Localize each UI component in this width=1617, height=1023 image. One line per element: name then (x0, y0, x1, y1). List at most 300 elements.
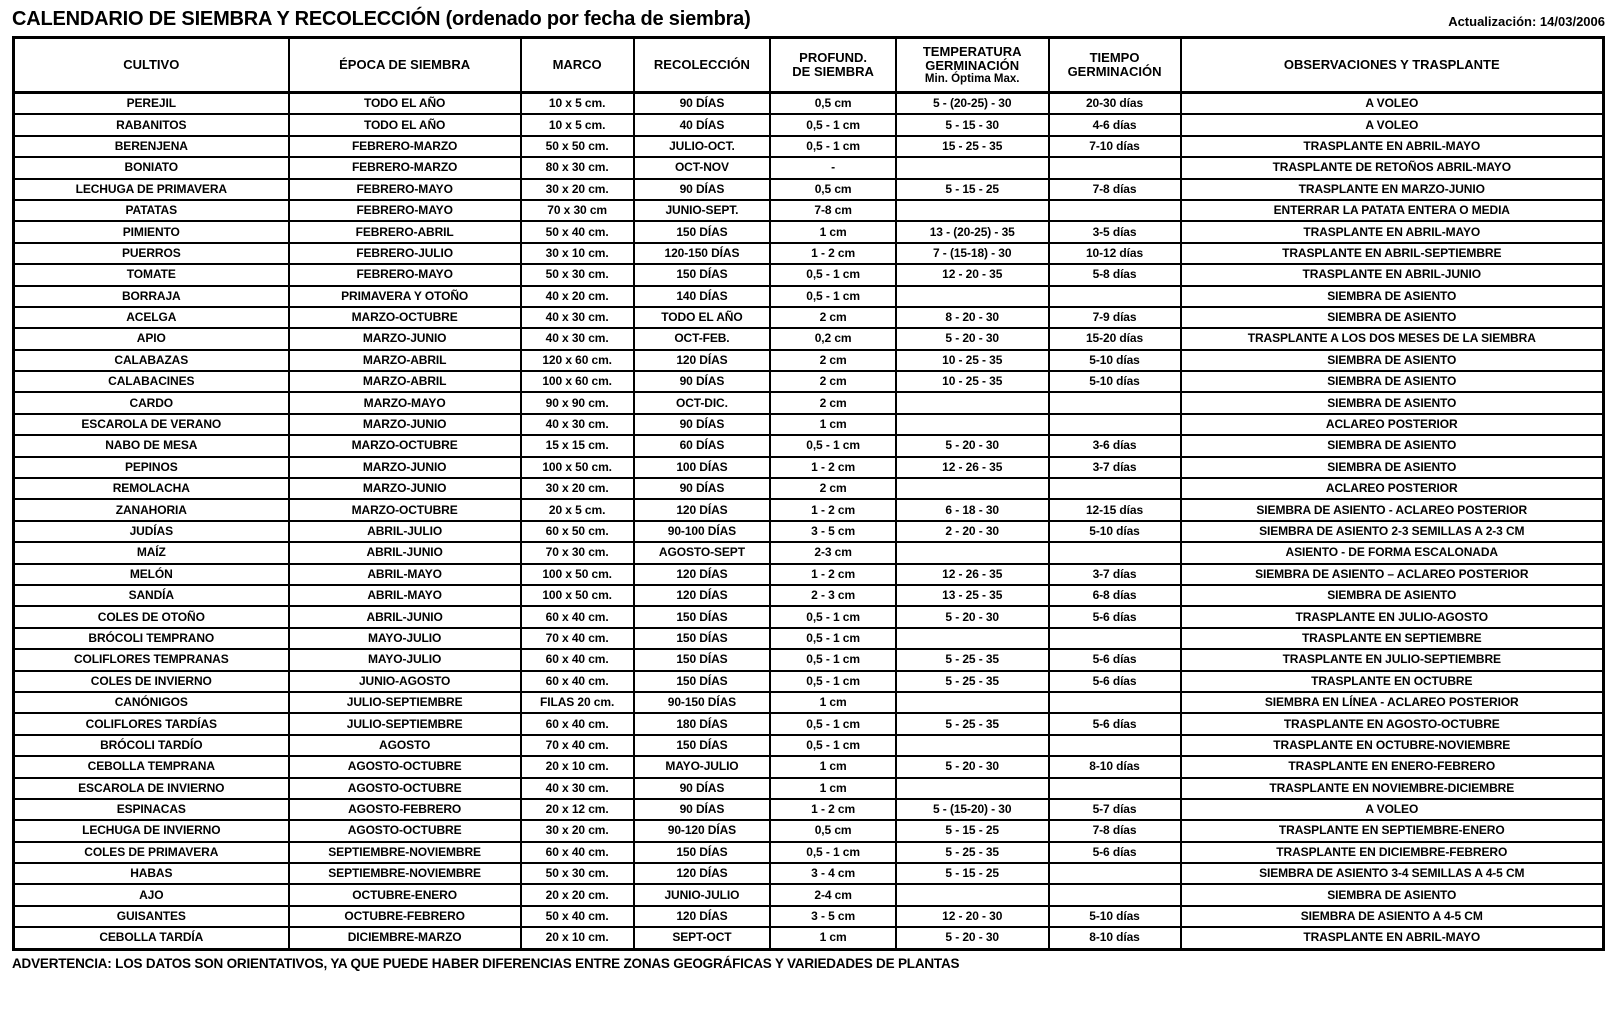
cell-observaciones: TRASPLANTE EN MARZO-JUNIO (1181, 179, 1604, 200)
cell-observaciones: SIEMBRA DE ASIENTO (1181, 392, 1604, 413)
table-row (14, 649, 1604, 670)
cell-recoleccion: 90 DÍAS (634, 799, 771, 820)
cell-observaciones: TRASPLANTE EN OCTUBRE-NOVIEMBRE (1181, 735, 1604, 756)
cell-profund: 0,5 - 1 cm (770, 435, 896, 456)
table-row (14, 371, 1604, 392)
cell-observaciones: ASIENTO - DE FORMA ESCALONADA (1181, 542, 1604, 563)
cell-marco: 50 x 50 cm. (521, 136, 634, 157)
table-row (14, 286, 1604, 307)
cell-temperatura: 12 - 20 - 35 (896, 264, 1049, 285)
table-row (14, 906, 1604, 927)
cell-epoca: ABRIL-JUNIO (289, 606, 521, 627)
cell-cultivo: COLES DE PRIMAVERA (14, 842, 289, 863)
cell-epoca: MARZO-MAYO (289, 392, 521, 413)
cell-recoleccion: JUNIO-JULIO (634, 884, 771, 905)
cell-temperatura: 5 - 20 - 30 (896, 927, 1049, 949)
cell-marco: 30 x 20 cm. (521, 820, 634, 841)
cell-epoca: AGOSTO-OCTUBRE (289, 756, 521, 777)
cell-recoleccion: 90-150 DÍAS (634, 692, 771, 713)
cell-tiempo: 6-8 días (1049, 585, 1181, 606)
table-row (14, 692, 1604, 713)
cell-tiempo (1049, 200, 1181, 221)
table-row (14, 606, 1604, 627)
column-header-profund: PROFUND. DE SIEMBRA (770, 38, 896, 93)
cell-temperatura (896, 414, 1049, 435)
cell-tiempo: 5-10 días (1049, 371, 1181, 392)
cell-temperatura (896, 478, 1049, 499)
cell-cultivo: MELÓN (14, 564, 289, 585)
table-row (14, 713, 1604, 734)
cell-cultivo: ESCAROLA DE VERANO (14, 414, 289, 435)
cell-cultivo: PUERROS (14, 243, 289, 264)
cell-cultivo: BONIATO (14, 157, 289, 178)
cell-recoleccion: 90 DÍAS (634, 414, 771, 435)
cell-observaciones: SIEMBRA DE ASIENTO (1181, 884, 1604, 905)
cell-temperatura: 5 - (15-20) - 30 (896, 799, 1049, 820)
cell-tiempo: 20-30 días (1049, 93, 1181, 115)
cell-epoca: AGOSTO-OCTUBRE (289, 820, 521, 841)
cell-recoleccion: 90 DÍAS (634, 478, 771, 499)
table-row (14, 756, 1604, 777)
cell-marco: 20 x 10 cm. (521, 756, 634, 777)
cell-recoleccion: 150 DÍAS (634, 221, 771, 242)
cell-tiempo (1049, 542, 1181, 563)
cell-temperatura: 5 - 15 - 30 (896, 114, 1049, 135)
cell-marco: 40 x 30 cm. (521, 414, 634, 435)
table-row (14, 350, 1604, 371)
cell-temperatura: 5 - 25 - 35 (896, 649, 1049, 670)
cell-marco: 20 x 20 cm. (521, 884, 634, 905)
cell-recoleccion: JULIO-OCT. (634, 136, 771, 157)
table-row (14, 392, 1604, 413)
cell-marco: 40 x 30 cm. (521, 328, 634, 349)
cell-tiempo: 5-8 días (1049, 264, 1181, 285)
cell-tiempo: 7-8 días (1049, 179, 1181, 200)
cell-observaciones: TRASPLANTE EN ABRIL-MAYO (1181, 136, 1604, 157)
cell-profund: 0,5 - 1 cm (770, 136, 896, 157)
cell-marco: 100 x 60 cm. (521, 371, 634, 392)
cell-profund: 0,5 - 1 cm (770, 713, 896, 734)
table-row (14, 628, 1604, 649)
cell-profund: - (770, 157, 896, 178)
cell-tiempo (1049, 286, 1181, 307)
cell-epoca: AGOSTO (289, 735, 521, 756)
cell-observaciones: SIEMBRA DE ASIENTO (1181, 286, 1604, 307)
table-row (14, 521, 1604, 542)
cell-recoleccion: OCT-FEB. (634, 328, 771, 349)
cell-tiempo: 5-6 días (1049, 713, 1181, 734)
cell-cultivo: LECHUGA DE INVIERNO (14, 820, 289, 841)
cell-cultivo: REMOLACHA (14, 478, 289, 499)
cell-temperatura: 6 - 18 - 30 (896, 499, 1049, 520)
table-row (14, 136, 1604, 157)
cell-observaciones: A VOLEO (1181, 93, 1604, 115)
title-row (12, 8, 1605, 31)
cell-observaciones: TRASPLANTE EN DICIEMBRE-FEBRERO (1181, 842, 1604, 863)
cell-epoca: TODO EL AÑO (289, 93, 521, 115)
table-row (14, 264, 1604, 285)
cell-tiempo (1049, 392, 1181, 413)
cell-tiempo: 3-6 días (1049, 435, 1181, 456)
table-row (14, 499, 1604, 520)
table-row (14, 842, 1604, 863)
cell-profund: 1 cm (770, 778, 896, 799)
cell-profund: 0,5 - 1 cm (770, 286, 896, 307)
cell-observaciones: SIEMBRA DE ASIENTO – ACLAREO POSTERIOR (1181, 564, 1604, 585)
cell-cultivo: CEBOLLA TEMPRANA (14, 756, 289, 777)
cell-tiempo (1049, 478, 1181, 499)
cell-marco: 60 x 40 cm. (521, 606, 634, 627)
cell-observaciones: TRASPLANTE EN JULIO-SEPTIEMBRE (1181, 649, 1604, 670)
cell-temperatura: 5 - (20-25) - 30 (896, 93, 1049, 115)
cell-observaciones: TRASPLANTE EN NOVIEMBRE-DICIEMBRE (1181, 778, 1604, 799)
table-row (14, 157, 1604, 178)
cell-marco: 20 x 12 cm. (521, 799, 634, 820)
cell-temperatura (896, 628, 1049, 649)
cell-recoleccion: 120 DÍAS (634, 499, 771, 520)
cell-observaciones: SIEMBRA DE ASIENTO (1181, 307, 1604, 328)
cell-profund: 1 cm (770, 756, 896, 777)
cell-epoca: AGOSTO-FEBRERO (289, 799, 521, 820)
cell-cultivo: AJO (14, 884, 289, 905)
cell-recoleccion: 90 DÍAS (634, 93, 771, 115)
cell-epoca: MARZO-JUNIO (289, 414, 521, 435)
cell-temperatura (896, 392, 1049, 413)
cell-observaciones: ACLAREO POSTERIOR (1181, 478, 1604, 499)
cell-cultivo: MAÍZ (14, 542, 289, 563)
cell-marco: 20 x 10 cm. (521, 927, 634, 949)
cell-recoleccion: MAYO-JULIO (634, 756, 771, 777)
cell-profund: 1 - 2 cm (770, 799, 896, 820)
cell-epoca: FEBRERO-JULIO (289, 243, 521, 264)
table-row (14, 221, 1604, 242)
cell-marco: 60 x 40 cm. (521, 649, 634, 670)
cell-epoca: JULIO-SEPTIEMBRE (289, 713, 521, 734)
cell-observaciones: TRASPLANTE EN ENERO-FEBRERO (1181, 756, 1604, 777)
cell-tiempo (1049, 735, 1181, 756)
cell-tiempo: 5-10 días (1049, 350, 1181, 371)
cell-epoca: MARZO-ABRIL (289, 371, 521, 392)
cell-marco: 10 x 5 cm. (521, 114, 634, 135)
cell-temperatura: 8 - 20 - 30 (896, 307, 1049, 328)
cell-profund: 0,5 - 1 cm (770, 114, 896, 135)
cell-recoleccion: 150 DÍAS (634, 264, 771, 285)
cell-epoca: FEBRERO-MARZO (289, 136, 521, 157)
cell-marco: 120 x 60 cm. (521, 350, 634, 371)
cell-epoca: SEPTIEMBRE-NOVIEMBRE (289, 863, 521, 884)
cell-marco: 30 x 20 cm. (521, 478, 634, 499)
cell-marco: FILAS 20 cm. (521, 692, 634, 713)
cell-profund: 1 - 2 cm (770, 243, 896, 264)
table-row (14, 200, 1604, 221)
cell-epoca: MARZO-OCTUBRE (289, 307, 521, 328)
cell-recoleccion: 90 DÍAS (634, 371, 771, 392)
cell-recoleccion: 150 DÍAS (634, 649, 771, 670)
cell-epoca: PRIMAVERA Y OTOÑO (289, 286, 521, 307)
cell-observaciones: TRASPLANTE EN ABRIL-JUNIO (1181, 264, 1604, 285)
cell-epoca: MARZO-ABRIL (289, 350, 521, 371)
cell-profund: 1 cm (770, 221, 896, 242)
cell-marco: 50 x 30 cm. (521, 863, 634, 884)
cell-profund: 3 - 5 cm (770, 521, 896, 542)
cell-cultivo: APIO (14, 328, 289, 349)
cell-recoleccion: JUNIO-SEPT. (634, 200, 771, 221)
cell-epoca: MAYO-JULIO (289, 649, 521, 670)
cell-marco: 60 x 40 cm. (521, 713, 634, 734)
cell-profund: 2-3 cm (770, 542, 896, 563)
cell-temperatura: 5 - 25 - 35 (896, 671, 1049, 692)
cell-cultivo: PEREJIL (14, 93, 289, 115)
cell-marco: 100 x 50 cm. (521, 457, 634, 478)
cell-observaciones: SIEMBRA DE ASIENTO (1181, 435, 1604, 456)
cell-recoleccion: 120-150 DÍAS (634, 243, 771, 264)
table-row (14, 457, 1604, 478)
cell-profund: 0,5 - 1 cm (770, 649, 896, 670)
cell-marco: 80 x 30 cm. (521, 157, 634, 178)
cell-cultivo: COLIFLORES TARDÍAS (14, 713, 289, 734)
cell-cultivo: BRÓCOLI TARDÍO (14, 735, 289, 756)
cell-epoca: OCTUBRE-FEBRERO (289, 906, 521, 927)
cell-observaciones: SIEMBRA DE ASIENTO 2-3 SEMILLAS A 2-3 CM (1181, 521, 1604, 542)
cell-tiempo: 10-12 días (1049, 243, 1181, 264)
table-header-row (14, 38, 1604, 93)
cell-observaciones: TRASPLANTE EN ABRIL-SEPTIEMBRE (1181, 243, 1604, 264)
cell-recoleccion: 120 DÍAS (634, 906, 771, 927)
cell-recoleccion: AGOSTO-SEPT (634, 542, 771, 563)
column-header-epoca: ÉPOCA DE SIEMBRA (289, 38, 521, 93)
cell-tiempo: 5-7 días (1049, 799, 1181, 820)
cell-marco: 30 x 20 cm. (521, 179, 634, 200)
cell-recoleccion: 120 DÍAS (634, 585, 771, 606)
column-header-note: Min. Óptima Max. (924, 72, 1020, 85)
table-row (14, 307, 1604, 328)
cell-epoca: FEBRERO-ABRIL (289, 221, 521, 242)
table-row (14, 927, 1604, 949)
cell-observaciones: TRASPLANTE EN SEPTIEMBRE-ENERO (1181, 820, 1604, 841)
cell-epoca: SEPTIEMBRE-NOVIEMBRE (289, 842, 521, 863)
cell-epoca: JUNIO-AGOSTO (289, 671, 521, 692)
cell-temperatura: 2 - 20 - 30 (896, 521, 1049, 542)
cell-profund: 0,5 cm (770, 820, 896, 841)
cell-epoca: MARZO-OCTUBRE (289, 499, 521, 520)
cell-observaciones: TRASPLANTE EN JULIO-AGOSTO (1181, 606, 1604, 627)
cell-marco: 50 x 30 cm. (521, 264, 634, 285)
cell-epoca: OCTUBRE-ENERO (289, 884, 521, 905)
cell-observaciones: TRASPLANTE EN SEPTIEMBRE (1181, 628, 1604, 649)
cell-cultivo: ZANAHORIA (14, 499, 289, 520)
table-row (14, 585, 1604, 606)
cell-observaciones: SIEMBRA DE ASIENTO (1181, 585, 1604, 606)
cell-profund: 7-8 cm (770, 200, 896, 221)
cell-profund: 0,5 cm (770, 93, 896, 115)
cell-cultivo: SANDÍA (14, 585, 289, 606)
cell-tiempo: 5-6 días (1049, 842, 1181, 863)
cell-temperatura: 12 - 26 - 35 (896, 457, 1049, 478)
cell-recoleccion: 120 DÍAS (634, 564, 771, 585)
cell-tiempo (1049, 884, 1181, 905)
cell-cultivo: HABAS (14, 863, 289, 884)
cell-tiempo (1049, 778, 1181, 799)
cell-profund: 2 cm (770, 392, 896, 413)
cell-recoleccion: 120 DÍAS (634, 863, 771, 884)
cell-epoca: FEBRERO-MAYO (289, 200, 521, 221)
cell-observaciones: TRASPLANTE A LOS DOS MESES DE LA SIEMBRA (1181, 328, 1604, 349)
cell-profund: 0,5 - 1 cm (770, 842, 896, 863)
cell-observaciones: TRASPLANTE EN OCTUBRE (1181, 671, 1604, 692)
cell-temperatura: 13 - (20-25) - 35 (896, 221, 1049, 242)
cell-marco: 70 x 40 cm. (521, 735, 634, 756)
cell-tiempo (1049, 414, 1181, 435)
cell-epoca: MAYO-JULIO (289, 628, 521, 649)
cell-marco: 50 x 40 cm. (521, 906, 634, 927)
cell-cultivo: CARDO (14, 392, 289, 413)
table-body (14, 93, 1604, 950)
cell-temperatura: 13 - 25 - 35 (896, 585, 1049, 606)
cell-temperatura: 5 - 20 - 30 (896, 328, 1049, 349)
cell-observaciones: SIEMBRA DE ASIENTO (1181, 371, 1604, 392)
cell-temperatura (896, 157, 1049, 178)
table-row (14, 564, 1604, 585)
cell-recoleccion: 150 DÍAS (634, 628, 771, 649)
table-row (14, 435, 1604, 456)
cell-recoleccion: OCT-NOV (634, 157, 771, 178)
cell-epoca: FEBRERO-MARZO (289, 157, 521, 178)
cell-marco: 40 x 30 cm. (521, 778, 634, 799)
cell-cultivo: PIMIENTO (14, 221, 289, 242)
cell-cultivo: PEPINOS (14, 457, 289, 478)
cell-profund: 1 - 2 cm (770, 564, 896, 585)
cell-tiempo (1049, 692, 1181, 713)
cell-profund: 1 cm (770, 692, 896, 713)
cell-temperatura (896, 692, 1049, 713)
cell-marco: 100 x 50 cm. (521, 564, 634, 585)
cell-observaciones: ACLAREO POSTERIOR (1181, 414, 1604, 435)
cell-temperatura: 5 - 20 - 30 (896, 606, 1049, 627)
cell-cultivo: CEBOLLA TARDÍA (14, 927, 289, 949)
cell-temperatura: 5 - 20 - 30 (896, 435, 1049, 456)
cell-observaciones: TRASPLANTE EN ABRIL-MAYO (1181, 221, 1604, 242)
table-row (14, 863, 1604, 884)
cell-temperatura: 15 - 25 - 35 (896, 136, 1049, 157)
cell-marco: 60 x 40 cm. (521, 671, 634, 692)
cell-observaciones: TRASPLANTE EN ABRIL-MAYO (1181, 927, 1604, 949)
cell-temperatura: 5 - 25 - 35 (896, 842, 1049, 863)
cell-observaciones: A VOLEO (1181, 799, 1604, 820)
cell-observaciones: TRASPLANTE DE RETOÑOS ABRIL-MAYO (1181, 157, 1604, 178)
cell-cultivo: COLES DE OTOÑO (14, 606, 289, 627)
table-row (14, 671, 1604, 692)
table-row (14, 542, 1604, 563)
cell-recoleccion: OCT-DIC. (634, 392, 771, 413)
cell-profund: 2 - 3 cm (770, 585, 896, 606)
cell-epoca: MARZO-OCTUBRE (289, 435, 521, 456)
cell-profund: 0,5 - 1 cm (770, 671, 896, 692)
cell-profund: 3 - 4 cm (770, 863, 896, 884)
cell-epoca: ABRIL-MAYO (289, 564, 521, 585)
cell-temperatura (896, 200, 1049, 221)
cell-marco: 30 x 10 cm. (521, 243, 634, 264)
cell-marco: 10 x 5 cm. (521, 93, 634, 115)
cell-tiempo: 15-20 días (1049, 328, 1181, 349)
cell-recoleccion: SEPT-OCT (634, 927, 771, 949)
cell-temperatura: 12 - 26 - 35 (896, 564, 1049, 585)
cell-tiempo: 7-8 días (1049, 820, 1181, 841)
cell-observaciones: SIEMBRA DE ASIENTO - ACLAREO POSTERIOR (1181, 499, 1604, 520)
cell-tiempo: 5-10 días (1049, 521, 1181, 542)
table-row (14, 243, 1604, 264)
cell-recoleccion: 150 DÍAS (634, 842, 771, 863)
cell-cultivo: CALABAZAS (14, 350, 289, 371)
cell-observaciones: SIEMBRA DE ASIENTO (1181, 457, 1604, 478)
cell-recoleccion: 60 DÍAS (634, 435, 771, 456)
column-header-temperatura: TEMPERATURA GERMINACIÓN Min. Óptima Max. (896, 38, 1049, 93)
cell-cultivo: ACELGA (14, 307, 289, 328)
cell-cultivo: COLIFLORES TEMPRANAS (14, 649, 289, 670)
cell-epoca: ABRIL-JUNIO (289, 542, 521, 563)
warning-note: ADVERTENCIA: LOS DATOS SON ORIENTATIVOS, YA QUE PUEDE HABER DIFERENCIAS ENTRE ZONAS GEOGRÁFICAS Y VARIEDADES DE PLANTAS (12, 955, 960, 971)
cell-observaciones: ENTERRAR LA PATATA ENTERA O MEDIA (1181, 200, 1604, 221)
cell-temperatura: 12 - 20 - 30 (896, 906, 1049, 927)
sowing-calendar-table (12, 36, 1605, 951)
cell-temperatura: 10 - 25 - 35 (896, 350, 1049, 371)
cell-profund: 1 - 2 cm (770, 499, 896, 520)
cell-profund: 2-4 cm (770, 884, 896, 905)
cell-cultivo: COLES DE INVIERNO (14, 671, 289, 692)
cell-marco: 60 x 50 cm. (521, 521, 634, 542)
cell-marco: 70 x 30 cm. (521, 542, 634, 563)
cell-recoleccion: 150 DÍAS (634, 671, 771, 692)
table-row (14, 179, 1604, 200)
cell-tiempo: 3-7 días (1049, 564, 1181, 585)
column-header-cultivo: CULTIVO (14, 38, 289, 93)
column-header-tiempo: TIEMPO GERMINACIÓN (1049, 38, 1181, 93)
cell-observaciones: TRASPLANTE EN AGOSTO-OCTUBRE (1181, 713, 1604, 734)
cell-marco: 40 x 30 cm. (521, 307, 634, 328)
cell-profund: 0,5 - 1 cm (770, 264, 896, 285)
cell-cultivo: PATATAS (14, 200, 289, 221)
cell-tiempo: 3-5 días (1049, 221, 1181, 242)
cell-tiempo: 5-6 días (1049, 649, 1181, 670)
cell-profund: 0,5 - 1 cm (770, 606, 896, 627)
cell-profund: 2 cm (770, 350, 896, 371)
cell-recoleccion: 150 DÍAS (634, 606, 771, 627)
cell-marco: 20 x 5 cm. (521, 499, 634, 520)
cell-marco: 70 x 30 cm (521, 200, 634, 221)
cell-marco: 50 x 40 cm. (521, 221, 634, 242)
cell-cultivo: CALABACINES (14, 371, 289, 392)
cell-marco: 100 x 50 cm. (521, 585, 634, 606)
cell-marco: 40 x 20 cm. (521, 286, 634, 307)
cell-tiempo: 12-15 días (1049, 499, 1181, 520)
cell-epoca: MARZO-JUNIO (289, 478, 521, 499)
cell-profund: 0,5 cm (770, 179, 896, 200)
cell-epoca: DICIEMBRE-MARZO (289, 927, 521, 949)
cell-cultivo: TOMATE (14, 264, 289, 285)
cell-recoleccion: 100 DÍAS (634, 457, 771, 478)
cell-profund: 1 cm (770, 414, 896, 435)
cell-cultivo: ESPINACAS (14, 799, 289, 820)
cell-temperatura: 5 - 20 - 30 (896, 756, 1049, 777)
cell-observaciones: SIEMBRA DE ASIENTO A 4-5 CM (1181, 906, 1604, 927)
cell-tiempo: 4-6 días (1049, 114, 1181, 135)
cell-epoca: TODO EL AÑO (289, 114, 521, 135)
cell-recoleccion: 180 DÍAS (634, 713, 771, 734)
cell-temperatura: 5 - 15 - 25 (896, 179, 1049, 200)
column-header-recoleccion: RECOLECCIÓN (634, 38, 771, 93)
cell-tiempo: 5-10 días (1049, 906, 1181, 927)
cell-cultivo: JUDÍAS (14, 521, 289, 542)
cell-cultivo: LECHUGA DE PRIMAVERA (14, 179, 289, 200)
